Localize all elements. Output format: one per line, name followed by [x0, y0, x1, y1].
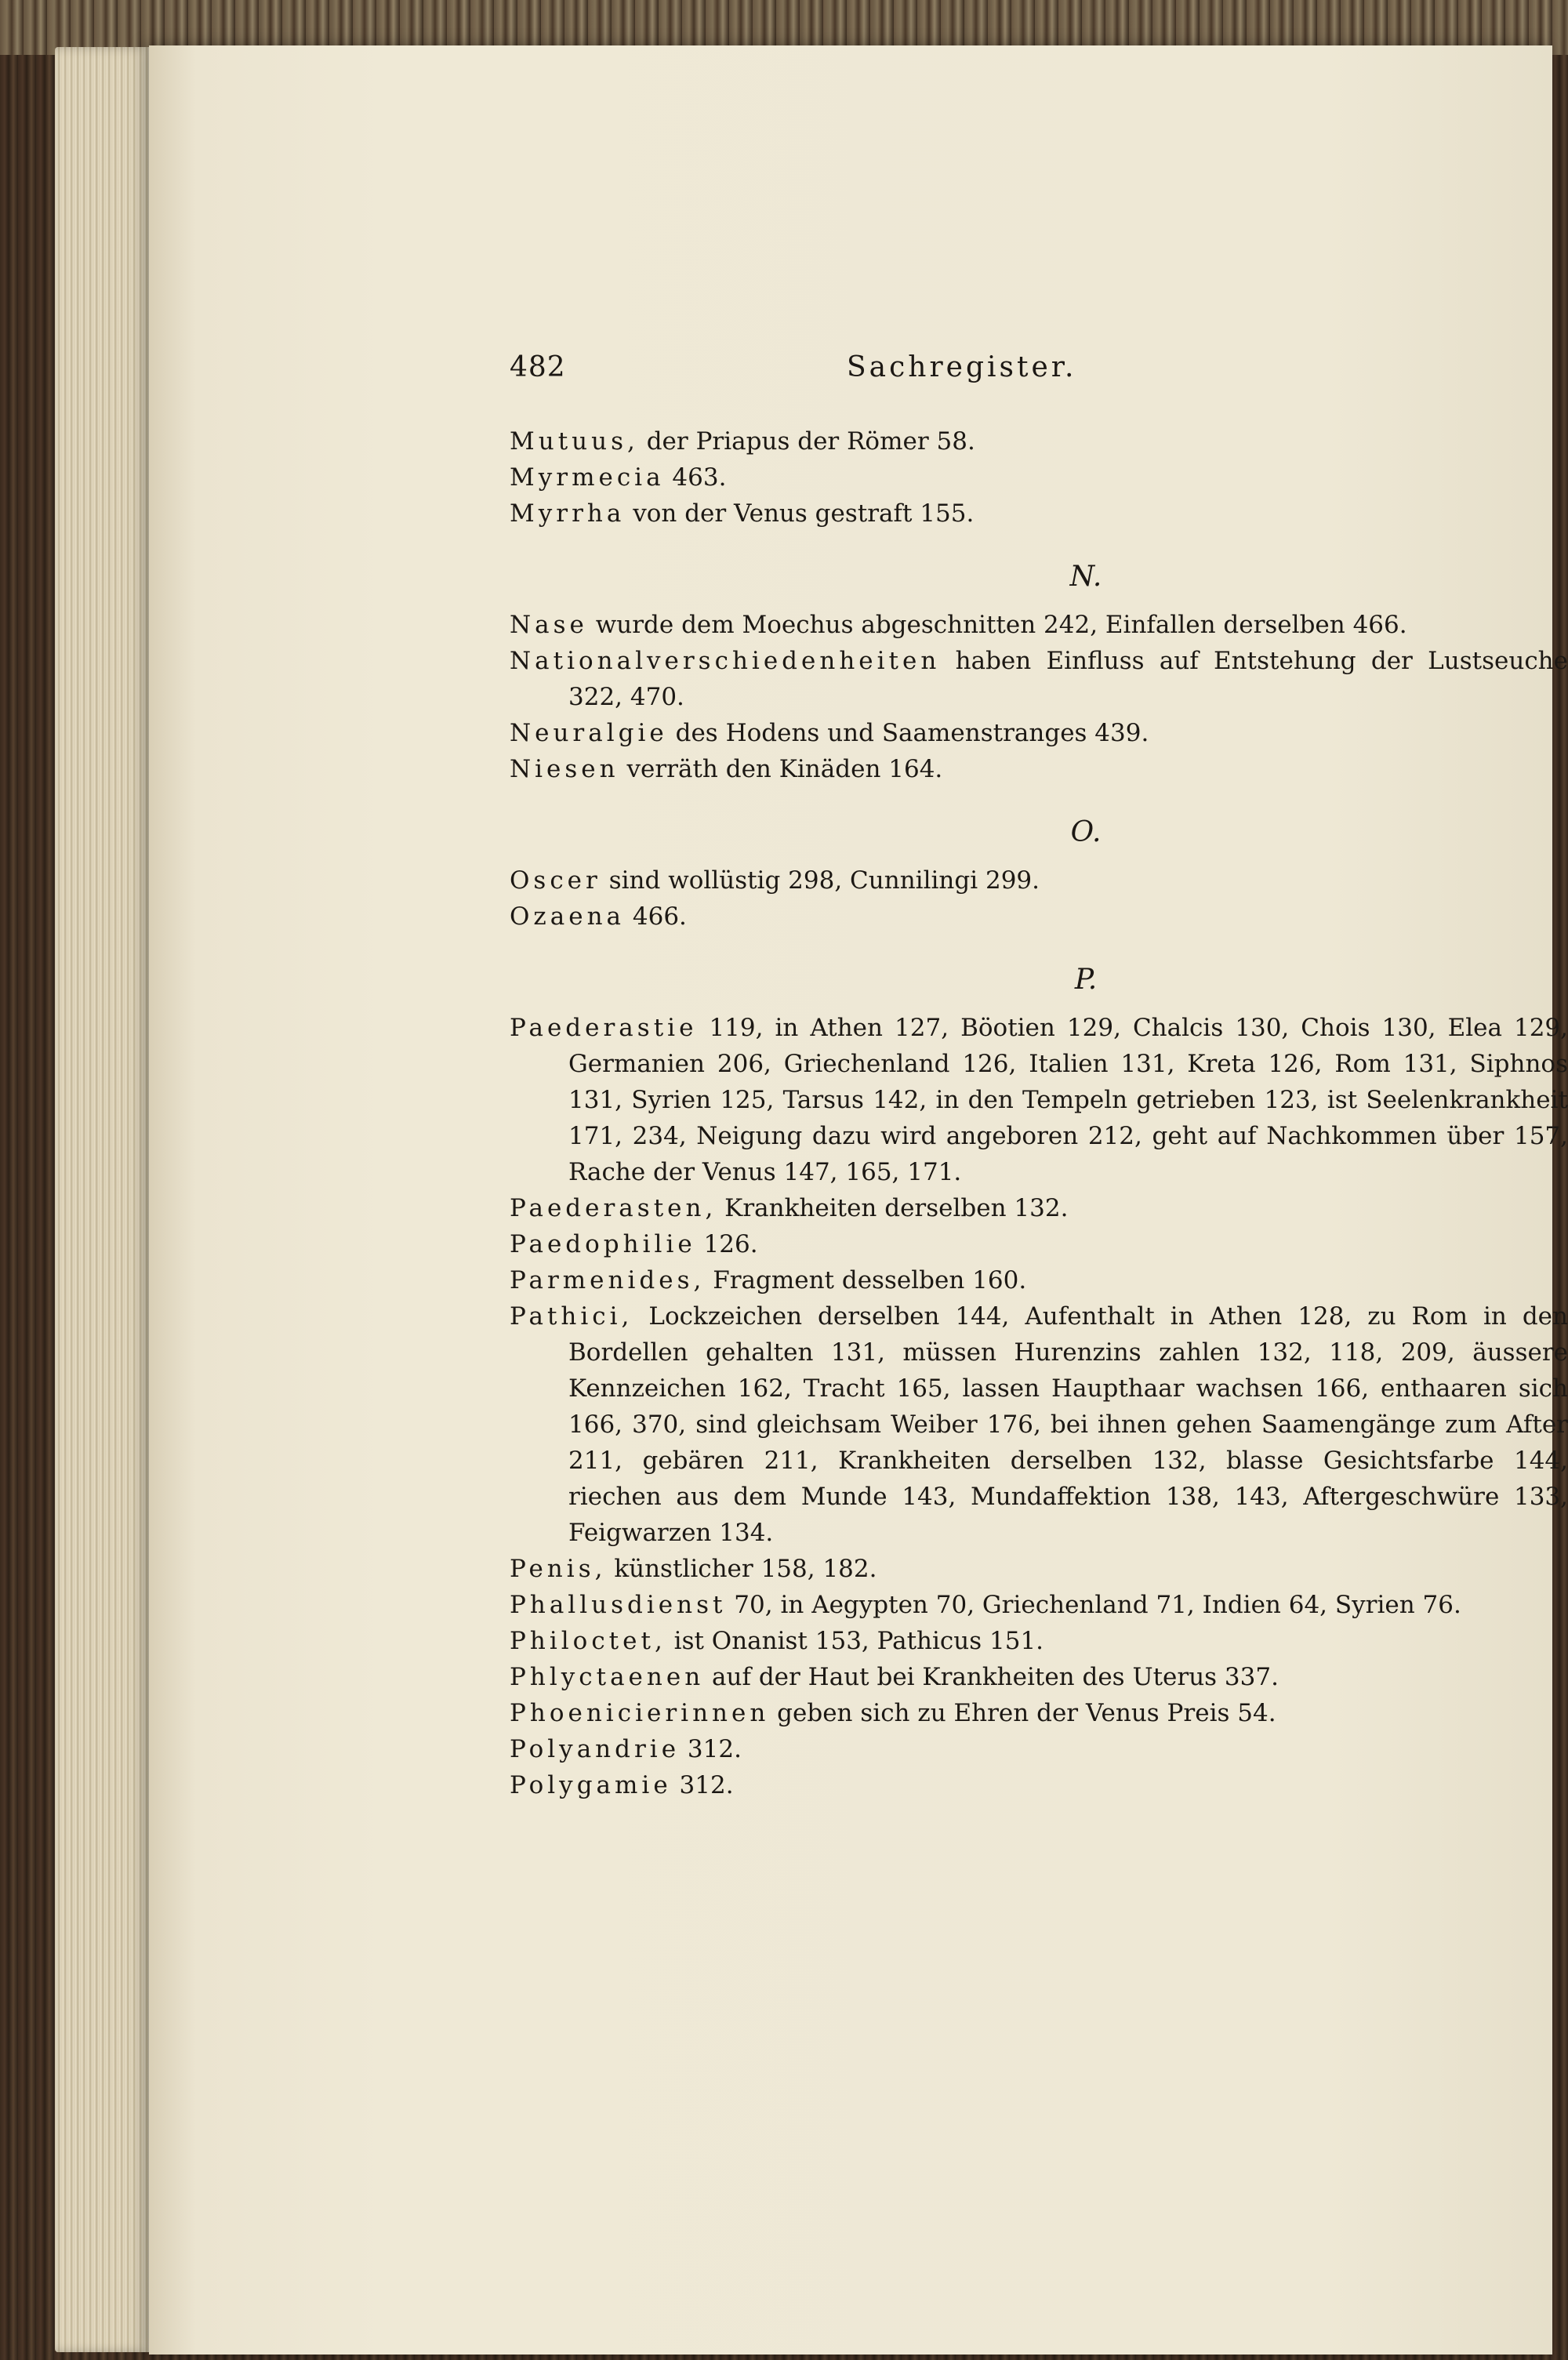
index-entry [510, 1659, 1568, 1695]
index-body [510, 423, 1568, 1803]
index-entry [510, 1262, 1568, 1298]
index-entry-text: Krankheiten derselben 132. [717, 1194, 1069, 1222]
index-headword: Nationalverschiedenheiten [510, 647, 941, 675]
index-headword: Oscer [510, 866, 601, 895]
index-entry [510, 1623, 1568, 1659]
index-entry-text: auf der Haut bei Krankheiten des Uterus 337. [704, 1663, 1279, 1691]
index-headword: Mutuus, [510, 427, 639, 456]
index-headword: Penis, [510, 1555, 607, 1583]
index-section [510, 938, 1568, 1803]
index-headword: Niesen [510, 755, 619, 783]
index-headword: Polygamie [510, 1771, 672, 1799]
index-headword: Phoenicierinnen [510, 1699, 770, 1727]
index-section [510, 790, 1568, 935]
index-headword: Polyandrie [510, 1735, 681, 1763]
index-entry-text: der Priapus der Römer 58. [638, 427, 975, 456]
page-content [510, 351, 1568, 1803]
index-headword: Myrrha [510, 499, 626, 528]
index-entry [510, 1551, 1568, 1587]
running-head: Sachregister. [847, 351, 1077, 383]
index-entry-text: wurde dem Moechus abgeschnitten 242, Einfallen derselben 466. [587, 611, 1407, 639]
index-entry [510, 1298, 1568, 1551]
index-entry [510, 1731, 1568, 1767]
index-headword: Ozaena [510, 902, 626, 931]
index-headword: Nase [510, 611, 588, 639]
index-headword: Paederasten, [510, 1194, 717, 1222]
index-entry [510, 751, 1568, 787]
section-letter: O. [1070, 816, 1102, 848]
index-entry-text: geben sich zu Ehren der Venus Preis 54. [769, 1699, 1276, 1727]
index-entry-text: ist Onanist 153, Pathicus 151. [666, 1627, 1044, 1655]
index-section [510, 535, 1568, 787]
index-headword: Myrmecia [510, 463, 665, 492]
index-headword: Paedophilie [510, 1230, 696, 1258]
index-entry-text: Fragment desselben 160. [705, 1266, 1027, 1294]
index-entry [510, 899, 1568, 935]
index-entry-text: Lockzeichen derselben 144, Aufenthalt in Athen 128, zu Rom in den Bordellen gehalten 131, müssen Hurenzins zahlen 132, 118, 209, äussere Kennzeichen 162, Tracht 165, lassen Haupthaar wachsen 166, enthaaren sich 166, 370, sind gleichsam Weiber 176, bei ihnen gehen Saamengänge zum After 211, gebären 211, Krankheiten derselben 132, blasse Gesichtsfarbe 144, riechen aus dem Munde 143, Mundaffektion 138, 143, Aftergeschwüre 133, Feigwarzen 134. [568, 1302, 1568, 1547]
book-page [149, 45, 1568, 2355]
index-entry [510, 607, 1568, 643]
index-entry-text: 466. [625, 902, 687, 931]
index-entry [510, 496, 1568, 532]
index-entry-text: von der Venus gestraft 155. [625, 499, 975, 528]
index-entry [510, 1226, 1568, 1262]
index-headword: Neuralgie [510, 719, 668, 747]
index-entry-text: sind wollüstig 298, Cunnilingi 299. [601, 866, 1040, 895]
index-headword: Philoctet, [510, 1627, 666, 1655]
index-section [510, 423, 1568, 532]
index-entry-text: haben Einfluss auf Entstehung der Lustseuche 322, 470. [568, 647, 1568, 711]
index-entry-text: 463. [664, 463, 727, 492]
index-entry [510, 423, 1568, 459]
index-entry [510, 862, 1568, 899]
page-header [510, 351, 1568, 389]
index-entry-text: 312. [671, 1771, 734, 1799]
index-entry [510, 1190, 1568, 1226]
index-entry-text: 70, in Aegypten 70, Griechenland 71, Indien 64, Syrien 76. [726, 1591, 1461, 1619]
section-letter: P. [1074, 964, 1098, 996]
index-entry-text: 312. [680, 1735, 742, 1763]
index-headword: Parmenides, [510, 1266, 706, 1294]
index-entry [510, 1767, 1568, 1803]
page-number: 482 [510, 351, 566, 383]
index-entry-text: des Hodens und Saamenstranges 439. [667, 719, 1149, 747]
index-entry [510, 715, 1568, 751]
index-entry [510, 459, 1568, 496]
index-entry [510, 1010, 1568, 1190]
index-headword: Phlyctaenen [510, 1663, 705, 1691]
index-entry-text: künstlicher 158, 182. [606, 1555, 877, 1583]
index-entry-text: verräth den Kinäden 164. [619, 755, 943, 783]
index-headword: Phallusdienst [510, 1591, 727, 1619]
index-entry [510, 643, 1568, 715]
section-letter: N. [1069, 561, 1102, 593]
index-entry [510, 1695, 1568, 1731]
index-entry-text: 126. [695, 1230, 758, 1258]
index-entry-text: 119, in Athen 127, Böotien 129, Chalcis 130, Chois 130, Elea 129, Germanien 206, Griechenland 126, Italien 131, Kreta 126, Rom 131, Siphnos 131, Syrien 125, Tarsus 142, in den Tempeln getrieben 123, ist Seelenkrankheit 171, 234, Neigung dazu wird angeboren 212, geht auf Nachkommen über 157, Rache der Venus 147, 165, 171. [568, 1014, 1568, 1186]
index-headword: Pathici, [510, 1302, 633, 1331]
index-headword: Paederastie [510, 1014, 698, 1042]
index-entry [510, 1587, 1568, 1623]
